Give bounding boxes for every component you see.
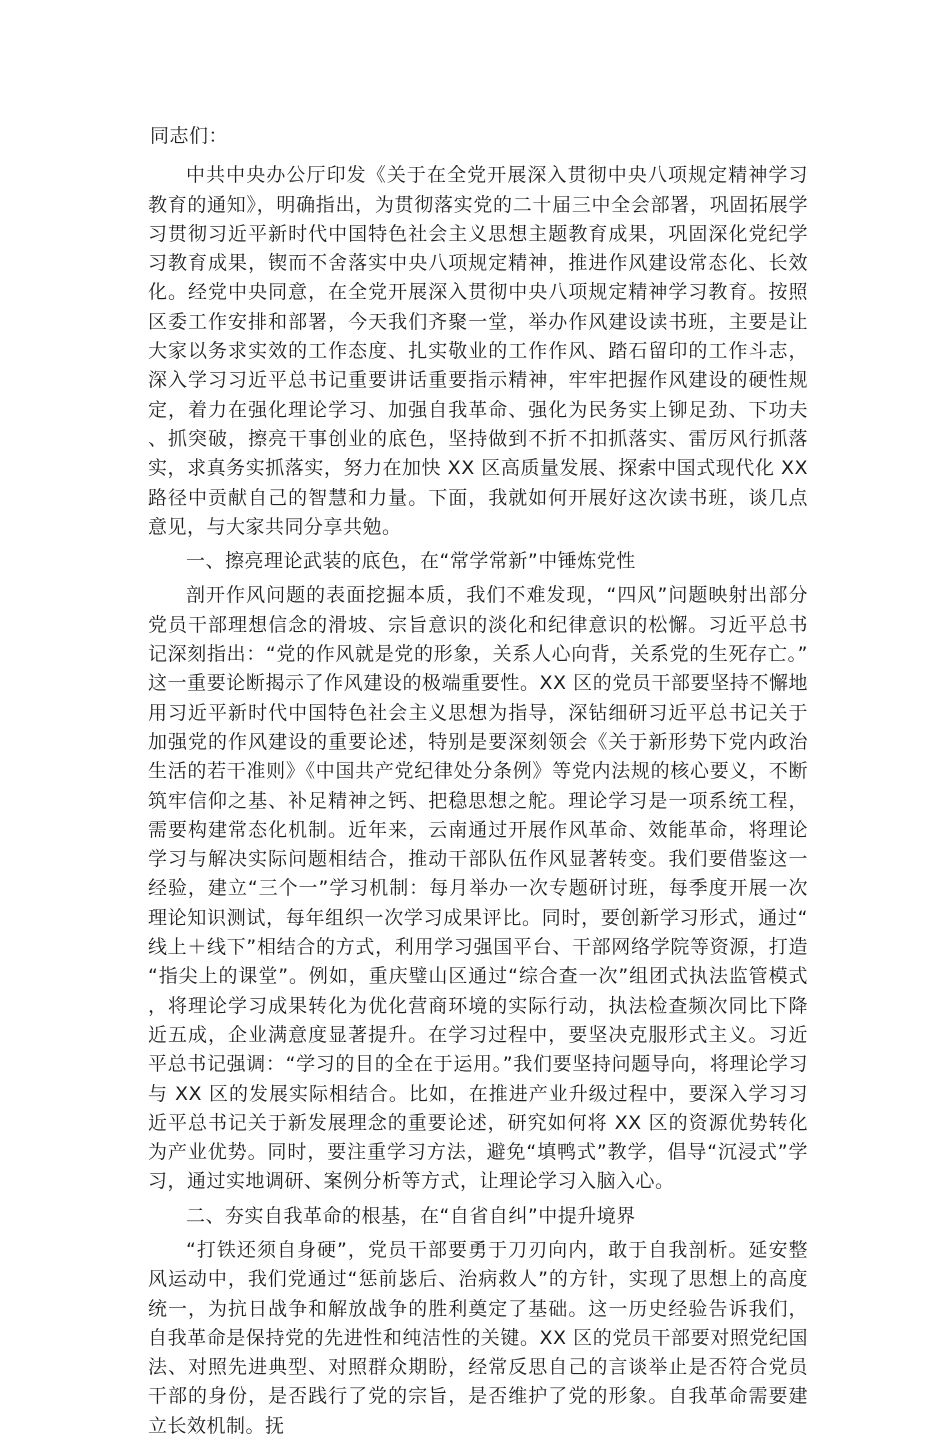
section-2-paragraph: “打铁还须自身硬”，党员干部要勇于刀刃向内，敢于自我剖析。延安整风运动中，我们党通过“惩前毖后、治病救人”的方针，实现了思想上的高度统一，为抗日战争和解放战争的胜利奠定了基础。这一历史经验告诉我们，自我革命是保持党的先进性和纯洁性的关键。XX 区的党员干部要对照党纪国法、对照先进典型、对照群众期盼，经常反思自己的言谈举止是否符合党员干部的身份，是否践行了党的宗旨，是否维护了党的形象。自我革命需要建立长效机制。抚 [148, 1238, 808, 1437]
section-1-paragraph: 剖开作风问题的表面挖掘本质，我们不难发现，“四风”问题映射出部分党员干部理想信念的滑坡、宗旨意识的淡化和纪律意识的松懈。习近平总书记深刻指出：“党的作风就是党的形象，关系人心向背，关系党的生死存亡。”这一重要论断揭示了作风建设的极端重要性。XX 区的党员干部要坚持不懈地用习近平新时代中国特色社会主义思想为指导，深钻细研习近平总书记关于加强党的作风建设的重要论述，特别是要深刻领会《关于新形势下党内政治生活的若干准则》《中国共产党纪律处分条例》等党内法规的核心要义，不断筑牢信仰之基、补足精神之钙、把稳思想之舵。理论学习是一项系统工程，需要构建常态化机制。近年来，云南通过开展作风革命、效能革命，将理论学习与解决实际问题相结合，推动干部队伍作风显著转变。我们要借鉴这一经验，建立“三个一”学习机制：每月举办一次专题研讨班，每季度开展一次理论知识测试，每年组织一次学习成果评比。同时，要创新学习形式，通过“线上＋线下”相结合的方式，利用学习强国平台、干部网络学院等资源，打造“指尖上的课堂”。例如，重庆璧山区通过“综合查一次”组团式执法监管模式，将理论学习成果转化为优化营商环境的实际行动，执法检查频次同比下降近五成，企业满意度显著提升。在学习过程中，要坚决克服形式主义。习近平总书记强调：“学习的目的全在于运用。”我们要坚持问题导向，将理论学习与 XX 区的发展实际相结合。比如，在推进产业升级过程中，要深入学习习近平总书记关于新发展理念的重要论述，研究如何将 XX 区的资源优势转化为产业优势。同时，要注重学习方法，避免“填鸭式”教学，倡导“沉浸式”学习，通过实地调研、案例分析等方式，让理论学习入脑入心。 [148, 584, 808, 1193]
document-body [148, 122, 808, 1446]
greeting: 同志们： [150, 125, 229, 147]
intro-paragraph: 中共中央办公厅印发《关于在全党开展深入贯彻中央八项规定精神学习教育的通知》，明确指出，为贯彻落实党的二十届三中全会部署，巩固拓展学习贯彻习近平新时代中国特色社会主义思想主题教育成果，巩固深化党纪学习教育成果，锲而不舍落实中央八项规定精神，推进作风建设常态化、长效化。经党中央同意，在全党开展深入贯彻中央八项规定精神学习教育。按照区委工作安排和部署，今天我们齐聚一堂，举办作风建设读书班，主要是让大家以务求实效的工作态度、扎实敬业的工作作风、踏石留印的工作斗志，深入学习习近平总书记重要讲话重要指示精神，牢牢把握作风建设的硬性规定，着力在强化理论学习、加强自我革命、强化为民务实上铆足劲、下功夫、抓突破，擦亮干事创业的底色，坚持做到不折不扣抓落实、雷厉风行抓落实，求真务实抓落实，努力在加快 XX 区高质量发展、探索中国式现代化 XX 路径中贡献自己的智慧和力量。下面，我就如何开展好这次读书班，谈几点意见，与大家共同分享共勉。 [148, 164, 808, 538]
section-heading-2: 二、夯实自我革命的根基，在“自省自纠”中提升境界 [186, 1204, 636, 1227]
section-heading-1: 一、擦亮理论武装的底色，在“常学常新”中锤炼党性 [186, 550, 636, 573]
